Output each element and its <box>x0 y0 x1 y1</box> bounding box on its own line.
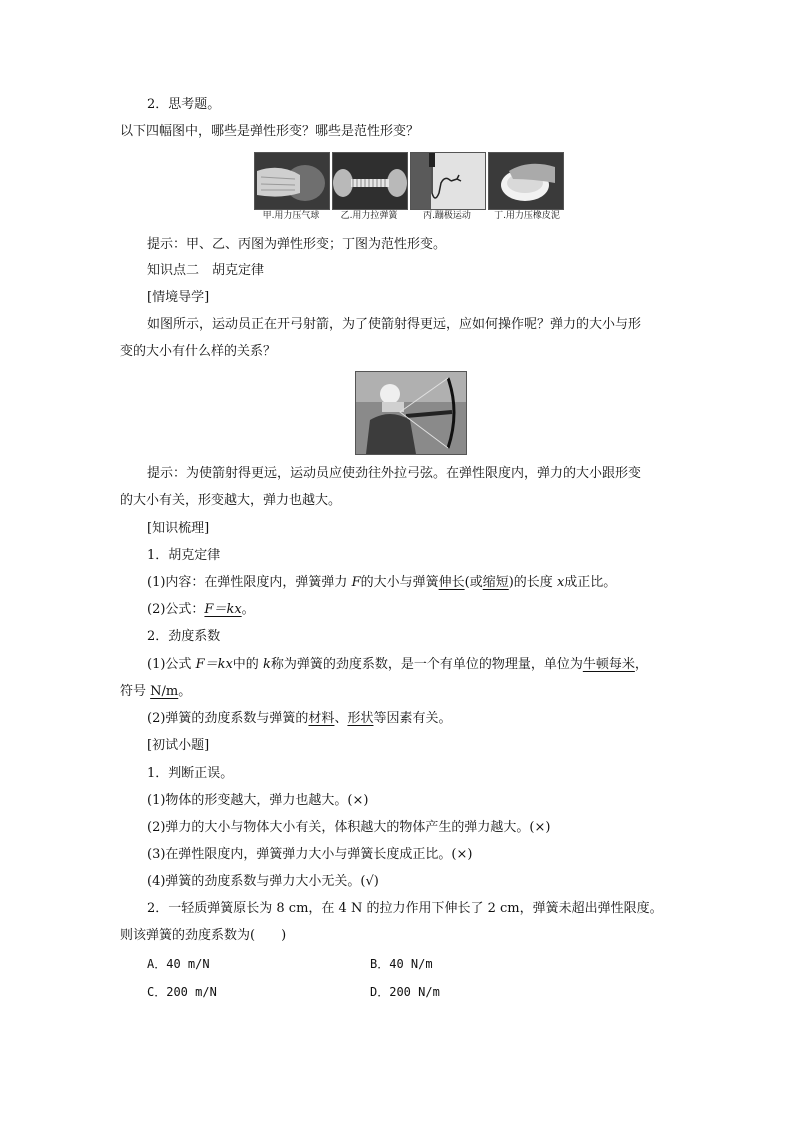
factor-end: 等因素有关。 <box>373 711 452 726</box>
factor-sep: 、 <box>334 711 348 726</box>
formula-end: 。 <box>241 602 255 617</box>
symbol-underlined: N/m <box>150 684 179 699</box>
section-title: 知识点二 胡克定律 <box>147 263 265 278</box>
scenario-hint-2: 的大小有关，形变越大，弹力也越大。 <box>120 493 342 508</box>
content-post: )的长度 <box>508 575 557 590</box>
option-b: B．40 N/m <box>370 957 433 971</box>
option-c: C．200 m/N <box>147 985 217 999</box>
hooke-law-heading: 1．胡克定律 <box>147 548 221 563</box>
scenario-hint-1: 提示：为使箭射得更远，运动员应使劲往外拉弓弦。在弹性限度内，弹力的大小跟形变 <box>147 466 642 481</box>
scenario-tag: [情境导学] <box>147 290 210 305</box>
figure-plasticine <box>488 152 564 210</box>
formula-label: (2)公式： <box>147 602 205 617</box>
judge-item: (1)物体的形变越大，弹力也越大。(×) <box>147 793 369 808</box>
k-unit-underlined: 牛顿每米 <box>582 657 635 672</box>
figure-bungee <box>410 152 486 210</box>
symbol-end: 。 <box>178 684 192 699</box>
content-var-x: x <box>556 575 565 590</box>
figure-balloon <box>254 152 330 210</box>
content-underline-compress: 缩短 <box>482 575 509 590</box>
stiffness-heading: 2．劲度系数 <box>147 629 221 644</box>
formula-underlined: F＝kx <box>204 602 242 617</box>
caption-spring: 乙.用力拉弹簧 <box>340 211 398 221</box>
stiffness-symbol <box>120 683 191 701</box>
hooke-law-formula <box>147 601 255 619</box>
plasticine-illustration <box>489 153 563 209</box>
question-text: 以下四幅图中，哪些是弹性形变？哪些是范性形变？ <box>120 124 420 139</box>
option-d: D．200 N/m <box>370 985 440 999</box>
figure-spring <box>332 152 408 210</box>
k-end: ， <box>634 657 648 672</box>
factor-shape: 形状 <box>347 711 374 726</box>
judge-item: (3)在弹性限度内，弹簧弹力大小与弹簧长度成正比。(×) <box>147 847 473 862</box>
deformation-figure-row <box>254 152 564 222</box>
content-paren: (或 <box>464 575 483 590</box>
k-var: k <box>262 657 271 672</box>
content-var-f: F <box>351 575 361 590</box>
practice-tag: [初试小题] <box>147 738 210 753</box>
k-post: 称为弹簧的劲度系数，是一个有单位的物理量，单位为 <box>270 657 583 672</box>
content-pre: (1)内容：在弹性限度内，弹簧弹力 <box>147 575 352 590</box>
judge-item: (2)弹力的大小与物体大小有关，体积越大的物体产生的弹力越大。(×) <box>147 820 551 835</box>
caption-balloon: 甲.用力压气球 <box>262 211 320 221</box>
content-underline-stretch: 伸长 <box>438 575 465 590</box>
k-mid: 中的 <box>232 657 263 672</box>
stiffness-factors <box>147 710 451 728</box>
option-a: A．40 m/N <box>147 957 210 971</box>
spring-illustration <box>333 153 407 209</box>
content-mid: 的大小与弹簧 <box>360 575 439 590</box>
factor-pre: (2)弹簧的劲度系数与弹簧的 <box>147 711 309 726</box>
practice-q2-line2: 则该弹簧的劲度系数为( ) <box>120 928 287 943</box>
practice-q2-line1: 2．一轻质弹簧原长为 8 cm，在 4 N 的拉力作用下伸长了 2 cm，弹簧未超出弹性限度。 <box>147 901 663 916</box>
archer-photo <box>355 371 467 455</box>
factor-material: 材料 <box>308 711 335 726</box>
caption-bungee: 丙.蹦极运动 <box>423 211 471 221</box>
bungee-illustration <box>411 153 485 209</box>
scenario-text-2: 变的大小有什么样的关系？ <box>120 344 277 359</box>
q2-hint: 提示：甲、乙、丙图为弹性形变；丁图为范性形变。 <box>147 237 447 252</box>
question-heading: 2．思考题。 <box>147 97 221 112</box>
scenario-text-1: 如图所示，运动员正在开弓射箭，为了使箭射得更远，应如何操作呢？弹力的大小与形 <box>147 317 642 332</box>
balloon-illustration <box>255 153 329 209</box>
caption-plasticine: 丁.用力压橡皮泥 <box>494 211 560 221</box>
knowledge-tag: [知识梳理] <box>147 521 210 536</box>
hooke-law-content <box>147 574 616 592</box>
stiffness-definition <box>147 656 648 674</box>
judge-item: (4)弹簧的劲度系数与弹力大小无关。(√) <box>147 874 379 889</box>
content-end: 成正比。 <box>564 575 617 590</box>
k-formula: F＝kx <box>195 657 233 672</box>
symbol-pre: 符号 <box>120 684 151 699</box>
k-pre: (1)公式 <box>147 657 196 672</box>
practice-q1: 1．判断正误。 <box>147 766 234 781</box>
archer-illustration <box>356 372 466 454</box>
